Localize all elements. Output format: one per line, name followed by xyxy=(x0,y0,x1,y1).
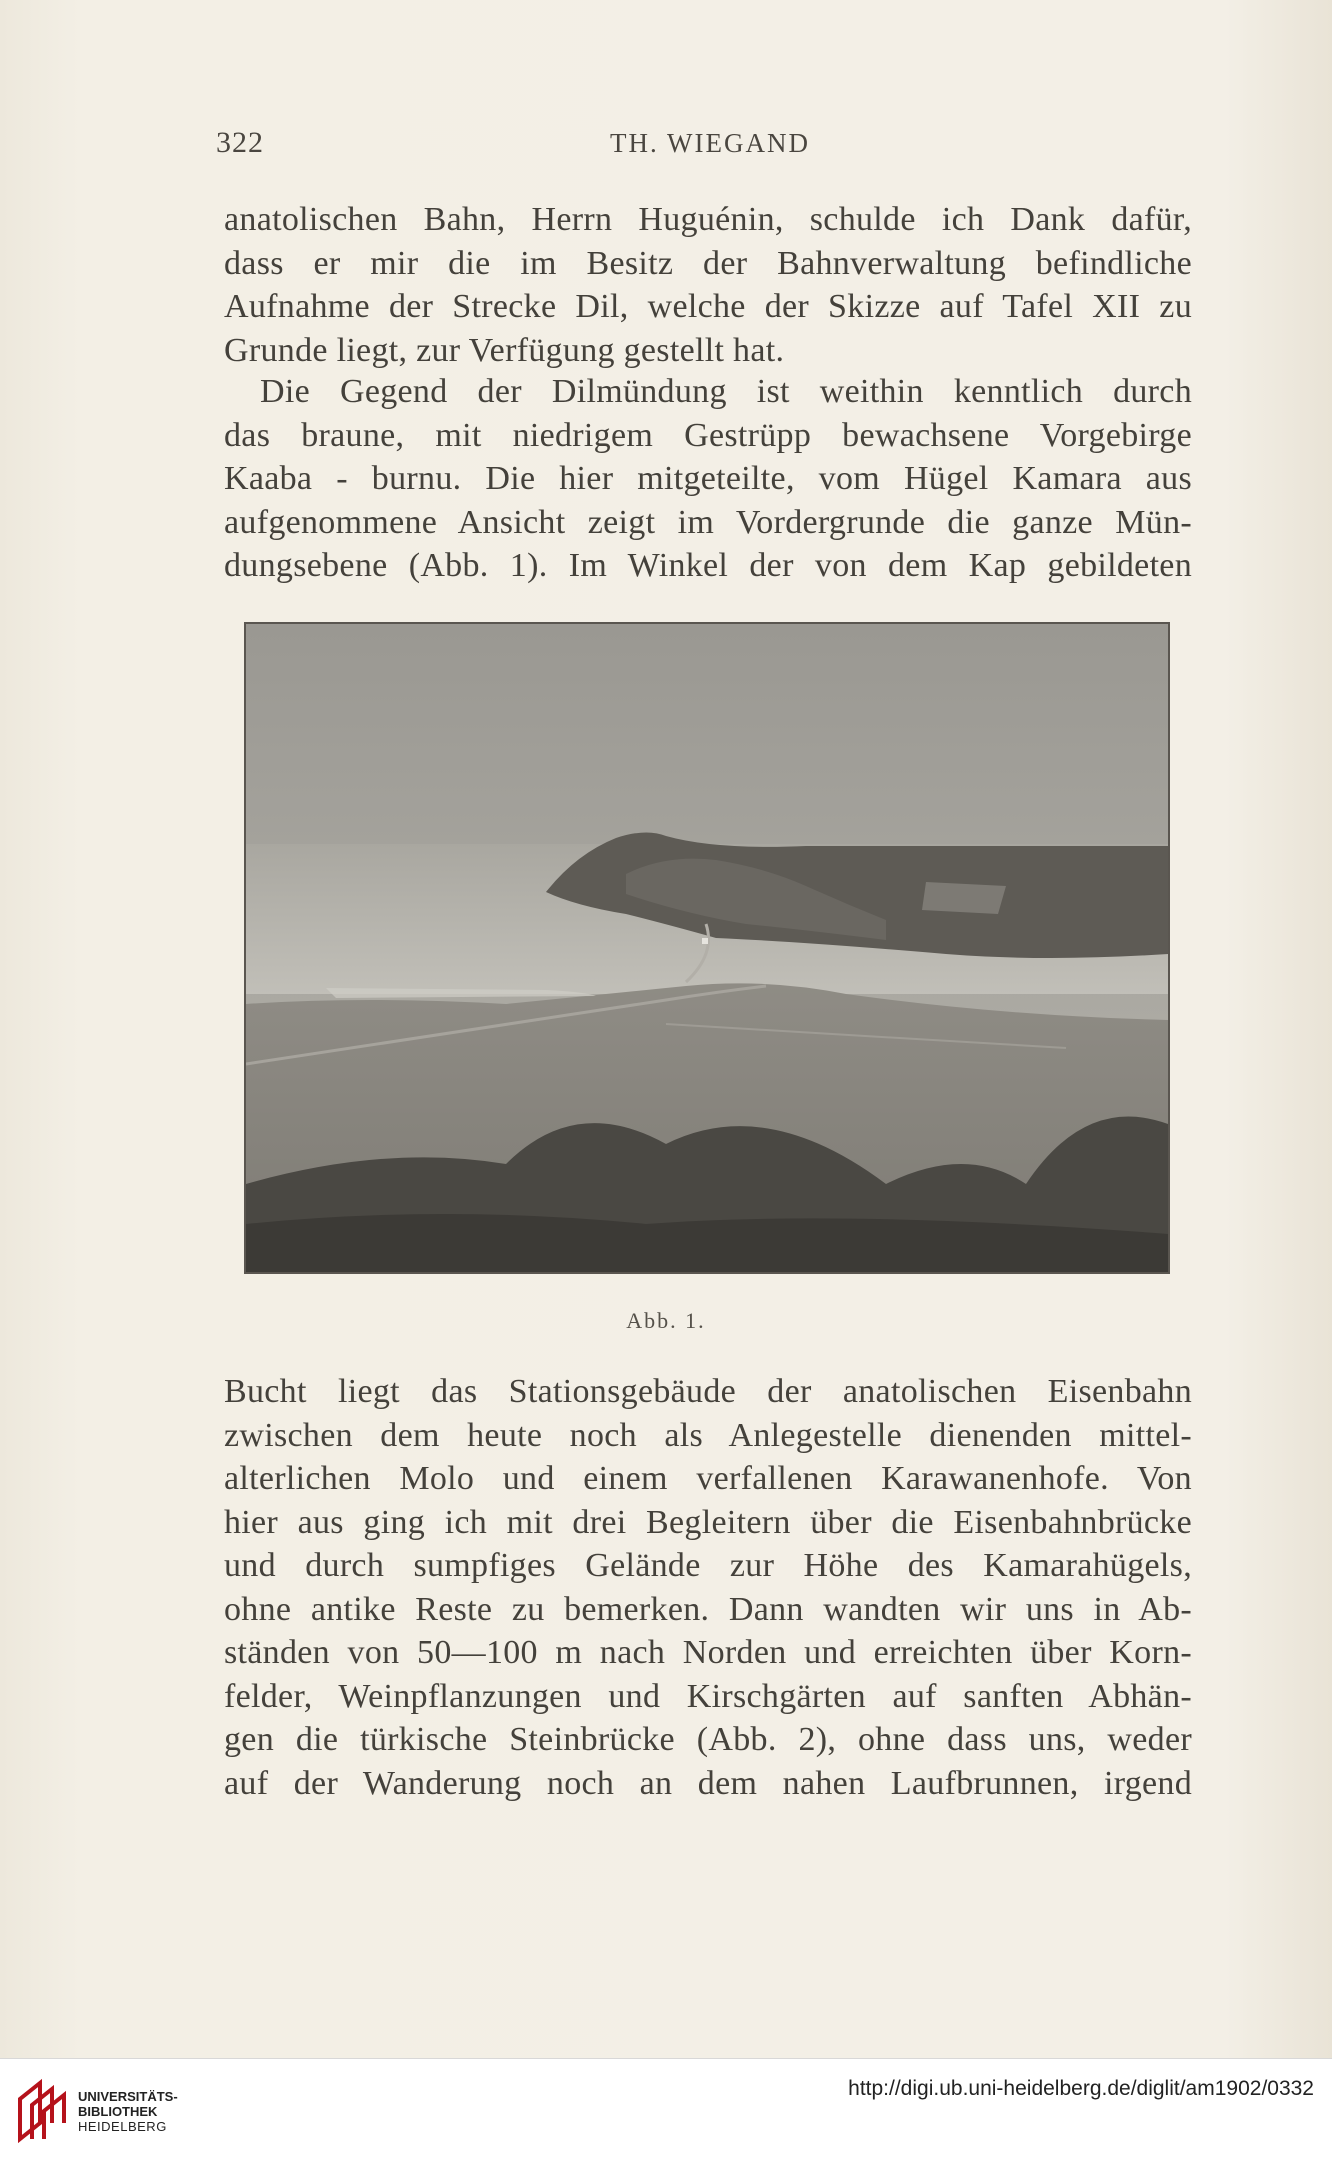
text-line: zwischen dem heute noch als Anlegestelle dienenden mittel- xyxy=(224,1416,1192,1454)
paragraph-1 xyxy=(224,198,1192,372)
text-line: alterlichen Molo und einem verfallenen Karawanenhofe. Von xyxy=(224,1460,1192,1497)
text-line: anatolischen Bahn, Herrn Huguénin, schulde ich Dank dafür, xyxy=(224,201,1192,238)
landscape-photograph xyxy=(244,622,1170,1274)
text-line: dass er mir die im Besitz der Bahnverwaltung befindliche xyxy=(224,244,1192,282)
landscape-photo-illustration xyxy=(246,624,1168,1272)
page-number: 322 xyxy=(216,126,264,159)
text-line: Grunde liegt, zur Verfügung gestellt hat. xyxy=(224,331,785,369)
text-line: dungsebene (Abb. 1). Im Winkel der von dem Kap gebildeten xyxy=(224,547,1192,584)
library-name-line-2: BIBLIOTHEK xyxy=(78,2104,158,2119)
text-line: das braune, mit niedrigem Gestrüpp bewachsene Vorgebirge xyxy=(224,416,1192,454)
source-url-link[interactable]: http://digi.ub.uni-heidelberg.de/diglit/am1902/0332 xyxy=(848,2077,1314,2100)
text-line: Kaaba - burnu. Die hier mitgeteilte, vom Hügel Kamara aus xyxy=(224,460,1192,497)
figure-caption: Abb. 1. xyxy=(626,1308,706,1333)
paragraph-2 xyxy=(224,370,1192,588)
text-line: auf der Wanderung noch an dem nahen Laufbrunnen, irgend xyxy=(224,1764,1192,1802)
text-line: und durch sumpfiges Gelände zur Höhe des Kamarahügels, xyxy=(224,1547,1192,1584)
text-line: Die Gegend der Dilmündung ist weithin kenntlich durch xyxy=(260,373,1192,410)
library-name-line-1: UNIVERSITÄTS- xyxy=(78,2089,178,2104)
text-line: ständen von 50—100 m nach Norden und erreichten über Korn- xyxy=(224,1634,1192,1671)
text-line: ohne antike Reste zu bemerken. Dann wandten wir uns in Ab- xyxy=(224,1590,1192,1628)
library-name xyxy=(78,2089,178,2134)
library-name-line-3: HEIDELBERG xyxy=(78,2119,167,2134)
text-line: Bucht liegt das Stationsgebäude der anatolischen Eisenbahn xyxy=(224,1373,1192,1410)
running-head: TH. WIEGAND xyxy=(610,128,810,158)
paragraph-3 xyxy=(224,1370,1192,1805)
text-line: aufgenommene Ansicht zeigt im Vordergrunde die ganze Mün- xyxy=(224,503,1192,541)
text-line: gen die türkische Steinbrücke (Abb. 2), ohne dass uns, weder xyxy=(224,1721,1192,1758)
text-line: Aufnahme der Strecke Dil, welche der Skizze auf Tafel XII zu xyxy=(224,288,1192,325)
library-footer xyxy=(0,2058,1332,2159)
text-line: hier aus ging ich mit drei Begleitern über die Eisenbahnbrücke xyxy=(224,1503,1192,1541)
text-line: felder, Weinpflanzungen und Kirschgärten auf sanften Abhän- xyxy=(224,1677,1192,1715)
library-logo-icon xyxy=(14,2077,72,2143)
